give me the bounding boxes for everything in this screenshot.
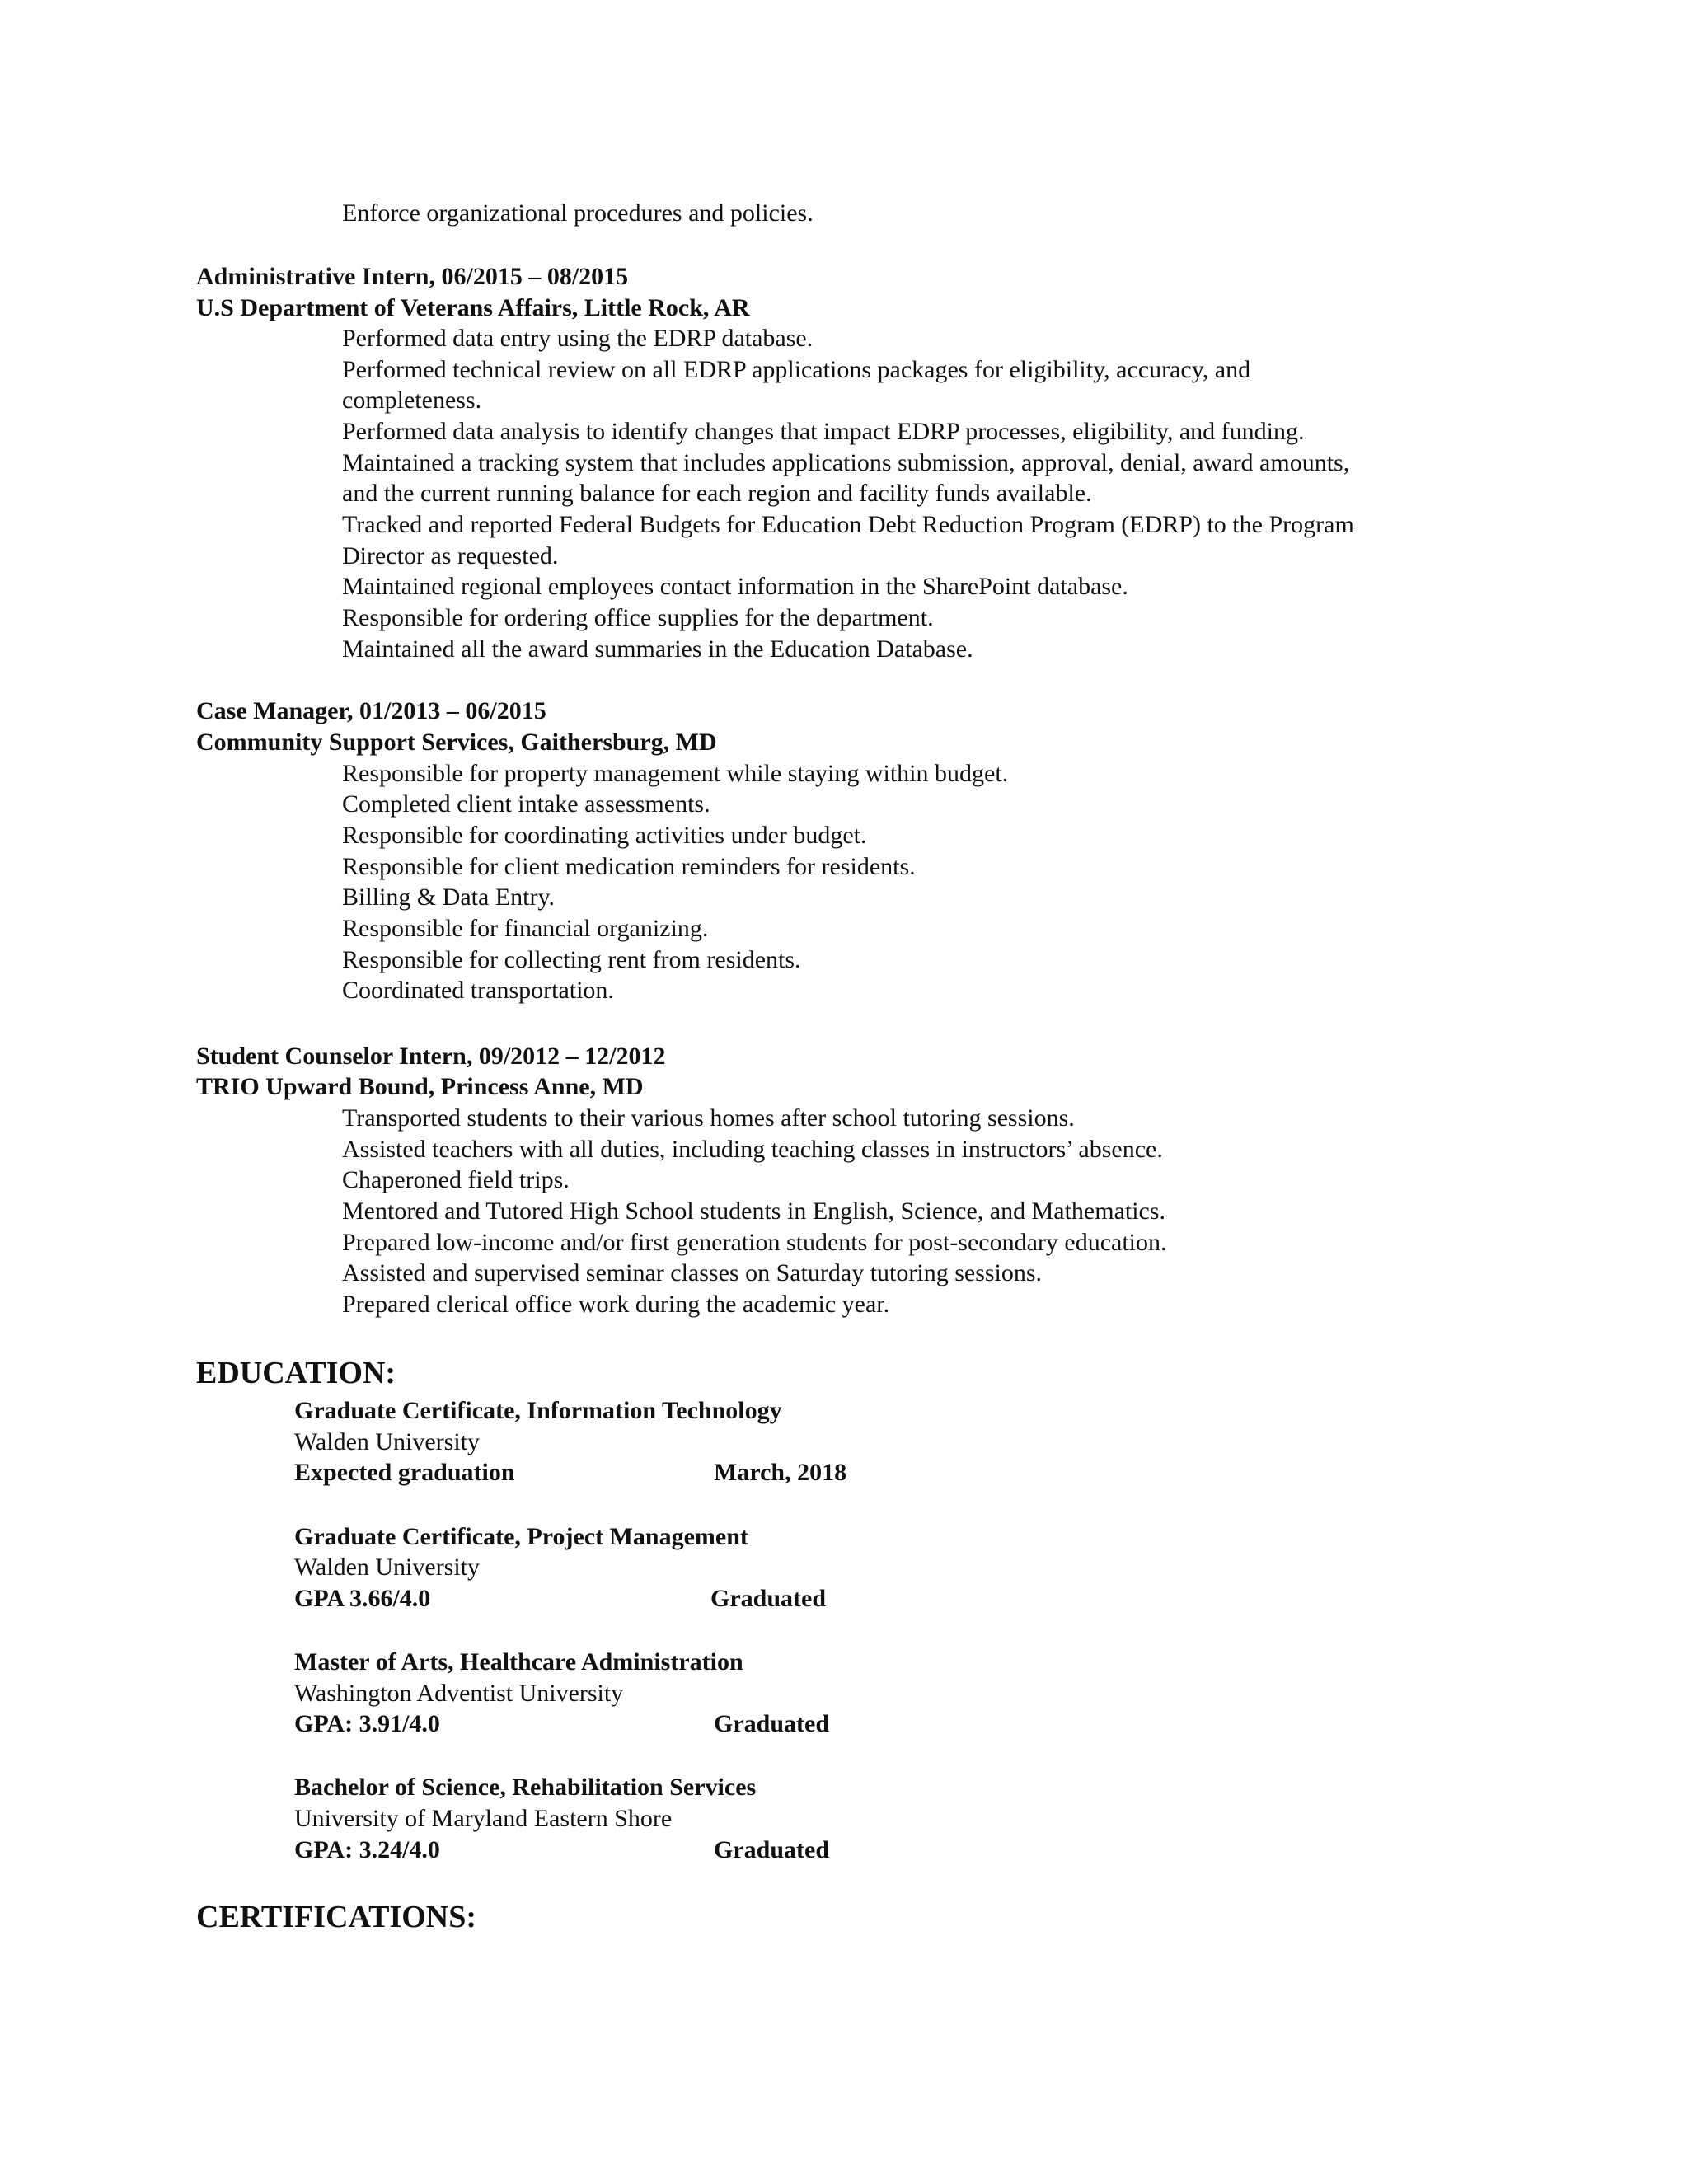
status-value: Graduated: [714, 1836, 830, 1863]
duty-line: Prepared low-income and/or first generation students for post-secondary education.: [342, 1229, 1167, 1256]
duty-line: Assisted and supervised seminar classes on Saturday tutoring sessions.: [342, 1259, 1043, 1286]
job-organization: U.S Department of Veterans Affairs, Little Rock, AR: [196, 294, 750, 321]
duty-line: Performed data analysis to identify changes that impact EDRP processes, eligibility, and funding.: [342, 418, 1305, 445]
duty-line: completeness.: [342, 387, 482, 414]
duty-line: Responsible for property management while staying within budget.: [342, 760, 1009, 787]
duty-line: Completed client intake assessments.: [342, 790, 710, 818]
duty-line: Mentored and Tutored High School students in English, Science, and Mathematics.: [342, 1197, 1166, 1225]
duty-line: Performed technical review on all EDRP applications packages for eligibility, accuracy, and: [342, 356, 1251, 383]
duty-line: Tracked and reported Federal Budgets for Education Debt Reduction Program (EDRP) to the Program: [342, 511, 1354, 538]
status-value: March, 2018: [714, 1459, 847, 1486]
duty-line: Maintained all the award summaries in the Education Database.: [342, 635, 973, 663]
duty-line: Responsible for coordinating activities under budget.: [342, 822, 867, 849]
duty-line: Maintained regional employees contact information in the SharePoint database.: [342, 573, 1128, 600]
duty-line: and the current running balance for each region and facility funds available.: [342, 480, 1092, 507]
school-name: Walden University: [294, 1428, 481, 1455]
status-label: Expected graduation: [294, 1459, 515, 1486]
certifications-heading: CERTIFICATIONS:: [196, 1900, 477, 1934]
gpa-label: GPA: 3.24/4.0: [294, 1836, 440, 1863]
job-title: Administrative Intern, 06/2015 – 08/2015: [196, 263, 629, 290]
duty-line: Director as requested.: [342, 542, 559, 569]
gpa-label: GPA 3.66/4.0: [294, 1585, 431, 1612]
duty-line: Responsible for client medication reminders for residents.: [342, 853, 916, 880]
job-title: Case Manager, 01/2013 – 06/2015: [196, 697, 546, 724]
degree-title: Bachelor of Science, Rehabilitation Services: [294, 1774, 757, 1801]
duty-line: Transported students to their various homes after school tutoring sessions.: [342, 1104, 1075, 1132]
duty-line: Assisted teachers with all duties, including teaching classes in instructors’ absence.: [342, 1136, 1163, 1163]
duty-line: Prepared clerical office work during the academic year.: [342, 1291, 890, 1318]
education-heading: EDUCATION:: [196, 1356, 396, 1390]
degree-title: Graduate Certificate, Project Management: [294, 1523, 748, 1550]
duty-line: Coordinated transportation.: [342, 977, 614, 1004]
school-name: Washington Adventist University: [294, 1680, 624, 1707]
degree-title: Graduate Certificate, Information Technology: [294, 1397, 782, 1424]
gpa-label: GPA: 3.91/4.0: [294, 1710, 440, 1737]
status-value: Graduated: [710, 1585, 827, 1612]
duty-line: Responsible for collecting rent from residents.: [342, 946, 801, 973]
job-organization: TRIO Upward Bound, Princess Anne, MD: [196, 1073, 644, 1100]
school-name: University of Maryland Eastern Shore: [294, 1805, 673, 1832]
job-title: Student Counselor Intern, 09/2012 – 12/2012: [196, 1043, 666, 1070]
duty-line: Maintained a tracking system that includes applications submission, approval, denial, award amounts,: [342, 449, 1350, 476]
duty-line: Enforce organizational procedures and policies.: [342, 199, 814, 227]
duty-line: Responsible for ordering office supplies for the department.: [342, 604, 934, 631]
duty-line: Responsible for financial organizing.: [342, 915, 709, 942]
status-value: Graduated: [714, 1710, 830, 1737]
school-name: Walden University: [294, 1554, 481, 1581]
duty-line: Chaperoned field trips.: [342, 1166, 570, 1193]
job-organization: Community Support Services, Gaithersburg, MD: [196, 729, 717, 756]
duty-line: Performed data entry using the EDRP database.: [342, 325, 814, 352]
duty-line: Billing & Data Entry.: [342, 883, 556, 911]
degree-title: Master of Arts, Healthcare Administration: [294, 1648, 743, 1675]
